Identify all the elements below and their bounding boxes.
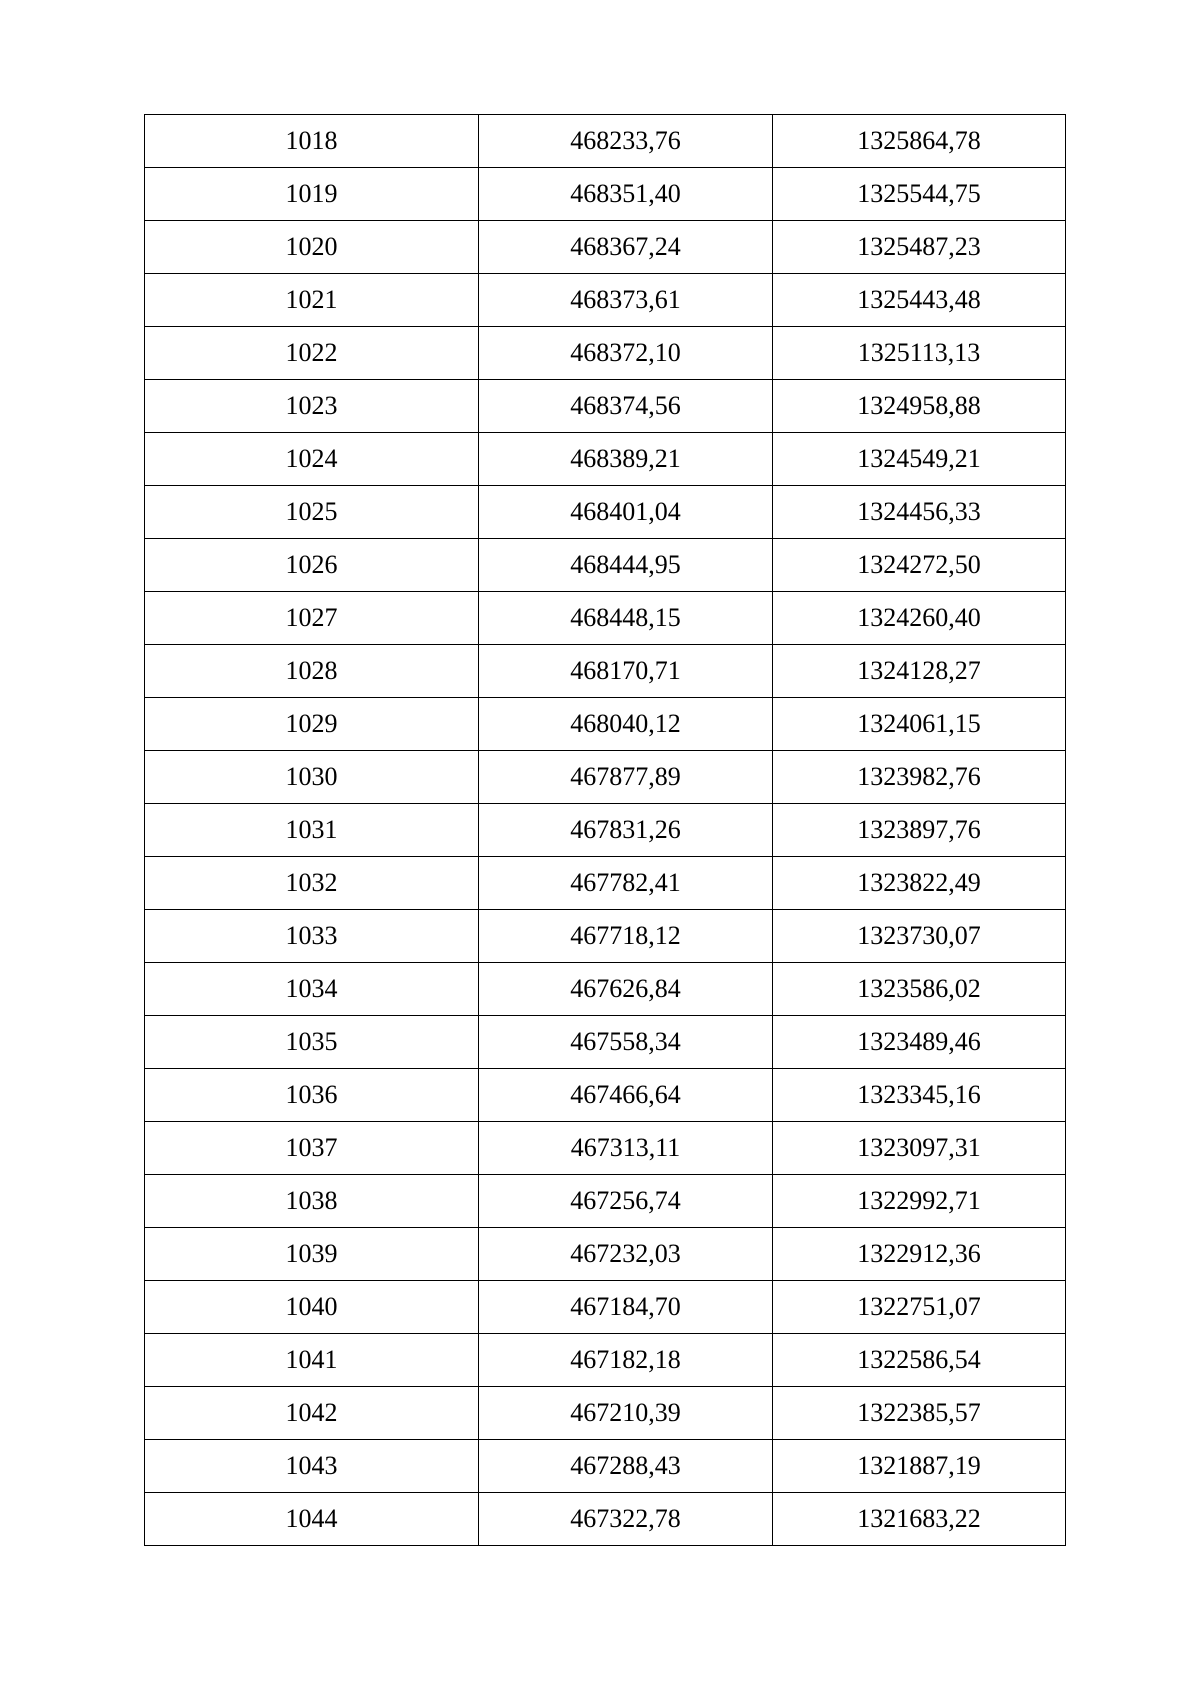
y-coordinate-cell: 1323982,76: [773, 751, 1066, 804]
x-coordinate-cell: 467256,74: [479, 1175, 773, 1228]
point-number-cell: 1038: [145, 1175, 479, 1228]
table-row: [145, 1122, 1066, 1175]
table-row: [145, 539, 1066, 592]
table-row: [145, 1069, 1066, 1122]
y-coordinate-cell: 1323489,46: [773, 1016, 1066, 1069]
x-coordinate-cell: 467210,39: [479, 1387, 773, 1440]
x-coordinate-cell: 468373,61: [479, 274, 773, 327]
y-coordinate-cell: 1325544,75: [773, 168, 1066, 221]
x-coordinate-cell: 467288,43: [479, 1440, 773, 1493]
table-row: [145, 486, 1066, 539]
table-row: [145, 168, 1066, 221]
y-coordinate-cell: 1323586,02: [773, 963, 1066, 1016]
y-coordinate-cell: 1322385,57: [773, 1387, 1066, 1440]
x-coordinate-cell: 467877,89: [479, 751, 773, 804]
point-number-cell: 1022: [145, 327, 479, 380]
y-coordinate-cell: 1323730,07: [773, 910, 1066, 963]
point-number-cell: 1043: [145, 1440, 479, 1493]
y-coordinate-cell: 1323897,76: [773, 804, 1066, 857]
x-coordinate-cell: 467182,18: [479, 1334, 773, 1387]
x-coordinate-cell: 467626,84: [479, 963, 773, 1016]
y-coordinate-cell: 1322992,71: [773, 1175, 1066, 1228]
table-row: [145, 327, 1066, 380]
table-row: [145, 645, 1066, 698]
y-coordinate-cell: 1325113,13: [773, 327, 1066, 380]
y-coordinate-cell: 1323345,16: [773, 1069, 1066, 1122]
x-coordinate-cell: 468040,12: [479, 698, 773, 751]
point-number-cell: 1028: [145, 645, 479, 698]
point-number-cell: 1039: [145, 1228, 479, 1281]
x-coordinate-cell: 467232,03: [479, 1228, 773, 1281]
x-coordinate-cell: 468444,95: [479, 539, 773, 592]
table-row: [145, 221, 1066, 274]
y-coordinate-cell: 1323822,49: [773, 857, 1066, 910]
table-row: [145, 1228, 1066, 1281]
table-row: [145, 910, 1066, 963]
y-coordinate-cell: 1322751,07: [773, 1281, 1066, 1334]
point-number-cell: 1019: [145, 168, 479, 221]
x-coordinate-cell: 468170,71: [479, 645, 773, 698]
y-coordinate-cell: 1321887,19: [773, 1440, 1066, 1493]
y-coordinate-cell: 1324272,50: [773, 539, 1066, 592]
table-row: [145, 1175, 1066, 1228]
y-coordinate-cell: 1324128,27: [773, 645, 1066, 698]
point-number-cell: 1033: [145, 910, 479, 963]
x-coordinate-cell: 467782,41: [479, 857, 773, 910]
point-number-cell: 1025: [145, 486, 479, 539]
x-coordinate-cell: 468372,10: [479, 327, 773, 380]
x-coordinate-cell: 468374,56: [479, 380, 773, 433]
point-number-cell: 1024: [145, 433, 479, 486]
coordinates-table: [144, 114, 1066, 1546]
table-row: [145, 433, 1066, 486]
x-coordinate-cell: 467718,12: [479, 910, 773, 963]
table-row: [145, 751, 1066, 804]
table-row: [145, 1387, 1066, 1440]
y-coordinate-cell: 1324061,15: [773, 698, 1066, 751]
table-row: [145, 963, 1066, 1016]
point-number-cell: 1044: [145, 1493, 479, 1546]
point-number-cell: 1035: [145, 1016, 479, 1069]
y-coordinate-cell: 1321683,22: [773, 1493, 1066, 1546]
x-coordinate-cell: 467313,11: [479, 1122, 773, 1175]
x-coordinate-cell: 468448,15: [479, 592, 773, 645]
x-coordinate-cell: 467322,78: [479, 1493, 773, 1546]
y-coordinate-cell: 1325487,23: [773, 221, 1066, 274]
y-coordinate-cell: 1322586,54: [773, 1334, 1066, 1387]
table-row: [145, 698, 1066, 751]
table-row: [145, 1281, 1066, 1334]
table-row: [145, 380, 1066, 433]
point-number-cell: 1036: [145, 1069, 479, 1122]
x-coordinate-cell: 468389,21: [479, 433, 773, 486]
x-coordinate-cell: 468233,76: [479, 115, 773, 168]
point-number-cell: 1027: [145, 592, 479, 645]
x-coordinate-cell: 468351,40: [479, 168, 773, 221]
x-coordinate-cell: 467831,26: [479, 804, 773, 857]
point-number-cell: 1042: [145, 1387, 479, 1440]
table-row: [145, 1334, 1066, 1387]
table-row: [145, 857, 1066, 910]
point-number-cell: 1023: [145, 380, 479, 433]
y-coordinate-cell: 1325864,78: [773, 115, 1066, 168]
point-number-cell: 1034: [145, 963, 479, 1016]
point-number-cell: 1029: [145, 698, 479, 751]
x-coordinate-cell: 467184,70: [479, 1281, 773, 1334]
y-coordinate-cell: 1324260,40: [773, 592, 1066, 645]
y-coordinate-cell: 1324456,33: [773, 486, 1066, 539]
x-coordinate-cell: 467558,34: [479, 1016, 773, 1069]
point-number-cell: 1026: [145, 539, 479, 592]
point-number-cell: 1037: [145, 1122, 479, 1175]
point-number-cell: 1040: [145, 1281, 479, 1334]
y-coordinate-cell: 1324958,88: [773, 380, 1066, 433]
table-row: [145, 804, 1066, 857]
point-number-cell: 1021: [145, 274, 479, 327]
point-number-cell: 1031: [145, 804, 479, 857]
table-row: [145, 1440, 1066, 1493]
table-row: [145, 274, 1066, 327]
x-coordinate-cell: 467466,64: [479, 1069, 773, 1122]
table-row: [145, 115, 1066, 168]
table-row: [145, 1016, 1066, 1069]
y-coordinate-cell: 1324549,21: [773, 433, 1066, 486]
point-number-cell: 1018: [145, 115, 479, 168]
table-row: [145, 592, 1066, 645]
coordinates-table-body: [145, 115, 1066, 1546]
point-number-cell: 1020: [145, 221, 479, 274]
point-number-cell: 1041: [145, 1334, 479, 1387]
y-coordinate-cell: 1323097,31: [773, 1122, 1066, 1175]
x-coordinate-cell: 468401,04: [479, 486, 773, 539]
point-number-cell: 1032: [145, 857, 479, 910]
y-coordinate-cell: 1322912,36: [773, 1228, 1066, 1281]
point-number-cell: 1030: [145, 751, 479, 804]
table-row: [145, 1493, 1066, 1546]
x-coordinate-cell: 468367,24: [479, 221, 773, 274]
y-coordinate-cell: 1325443,48: [773, 274, 1066, 327]
